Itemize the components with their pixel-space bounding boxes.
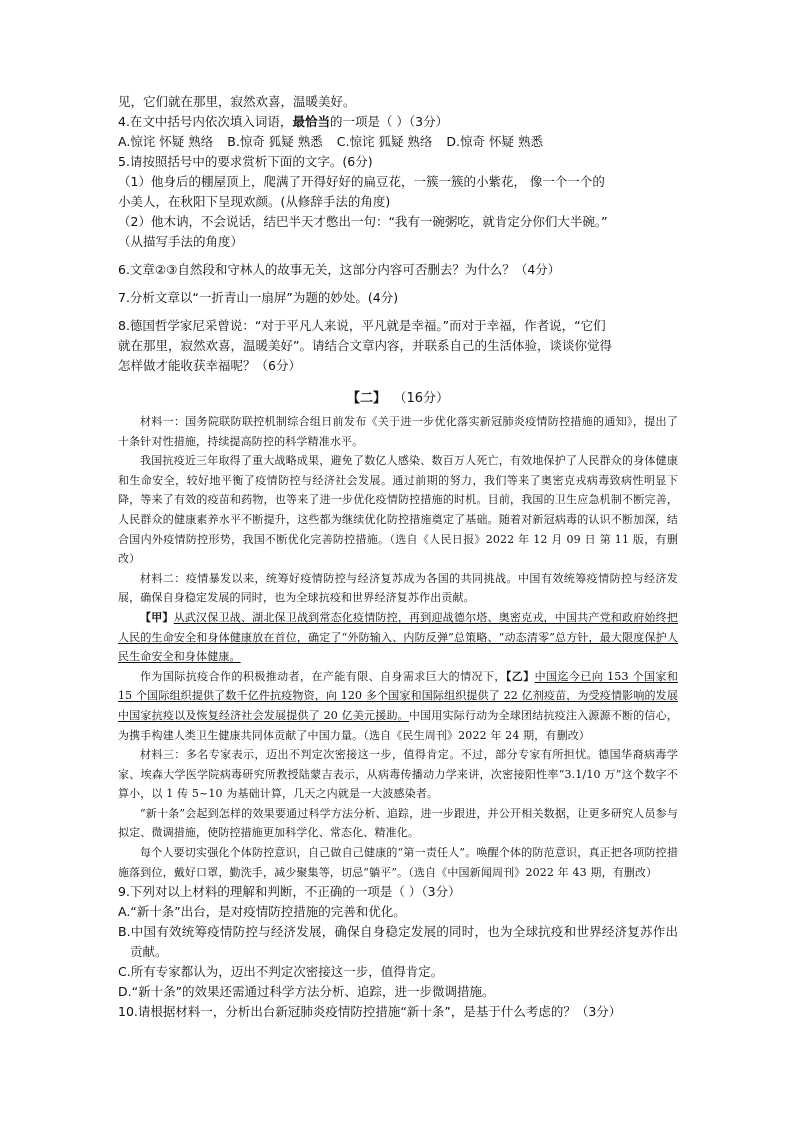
question-4: 4.在文中括号内依次填入词语，最恰当的一项是（ ）（3分） — [118, 114, 449, 129]
material-2-para-1: 材料二：疫情暴发以来，统筹好疫情防控与经济复苏成为各国的共同挑战。中国有效统筹疫情防控与经济发展，确保自身稳定发展的同时，也为全球抗疫和世界经济复苏作出贡献。 — [118, 571, 678, 605]
question-9-option-a: A.“新十条”出台，是对疫情防控措施的完善和优化。 — [118, 904, 406, 920]
material-1-para-1: 材料一：国务院联防联控机制综合组日前发布《关于进一步优化落实新冠肺炎疫情防控措施的通知》，提出了十条针对性措施，持续提高防控的科学精准水平。 — [118, 415, 678, 448]
question-5: 5.请按照括号中的要求赏析下面的文字。(6分) — [118, 154, 373, 169]
question-10: 10.请根据材料一，分析出台新冠肺炎疫情防控措施“新十条”，是基于什么考虑的？（3分） — [118, 1004, 622, 1020]
option-d: D.惊奇 怀疑 熟悉 — [446, 134, 543, 149]
question-5-item-1-line-2: 小美人，在秋阳下呈现欢颜。(从修辞手法的角度) — [118, 194, 391, 209]
underlined-yi: 中国迄今已向 153 个国家和 15 个国际组织提供了数千亿件抗疫物资，向 120 多个国家和国际组织提供了 22 亿剂疫苗，为受疫情影响的发展中国家抗疫以及恢复经济社会发展提供了 20 亿美元援助。 — [118, 669, 678, 722]
material-2-para-yi: 作为国际抗疫合作的积极推动者，在产能有限、自身需求巨大的情况下，【乙】中国迄今已向 153 个国家和 15 个国际组织提供了数千亿件抗疫物资，向 120 多个国家和国际组织提供了 22 亿剂疫苗，为受疫情影响的发展中国家抗疫以及恢复经济社会发展提供了 20 亿美元援助。中国用实际行动为全球团结抗疫注入源源不断的信心，为携手构建人类卫生健康共同体贡献了中国力量。（选自《民生周刊》2022 年 24 期，有删改） — [118, 669, 678, 742]
section-heading: 【二】 （16分） — [346, 391, 450, 406]
question-5-item-1-line-1: （1）他身后的棚屋顶上，爬满了开得好好的扁豆花，一簇一簇的小紫花， 像一个一个的 — [118, 174, 605, 189]
passage-ending: 见，它们就在那里，寂然欢喜，温暖美好。 — [118, 94, 356, 109]
question-8-line-3: 怎样做才能收获幸福呢？（6分） — [118, 358, 301, 373]
option-b: B.惊奇 狐疑 熟悉 — [227, 134, 323, 149]
question-9-option-d: D.“新十条”的效果还需通过科学方法分析、追踪，进一步微调措施。 — [118, 984, 495, 1000]
question-7: 7.分析文章以“一折青山一扇屏”为题的妙处。(4分) — [118, 290, 399, 305]
material-1-para-2: 我国抗疫近三年取得了重大战略成果，避免了数亿人感染、数百万人死亡，有效地保护了人民群众的身体健康和生命安全，较好地平衡了疫情防控与经济社会发展。通过前期的努力，我们等来了奥密克戎病毒致病性明显下降，等来了有效的疫苗和药物，也等来了进一步优化疫情防控措施的时机。目前，我国的卫生应急机制不断完善，人民群众的健康素养水平不断提升，这些都为继续优化防控措施奠定了基础。随着对新冠病毒的认识不断加深，结合国内外疫情防控形势，我国不断优化完善防控措施。（选自《人民日报》2022 年 12 月 09 日 第 11 版，有删改） — [118, 454, 678, 566]
question-8-line-2: 就在那里，寂然欢喜，温暖美好”。请结合文章内容，并联系自己的生活体验，谈谈你觉得 — [118, 338, 612, 353]
underlined-jia: 从武汉保卫战、湖北保卫战到常态化疫情防控，再到迎战德尔塔、奥密克戎，中国共产党和政府始终把人民的生命安全和身体健康放在首位，确定了“外防输入、内防反弹”总策略、“动态清零”总方针，最大限度保护人民生命安全和身体健康。 — [118, 610, 679, 664]
option-c: C.惊诧 狐疑 熟络 — [336, 134, 433, 149]
material-2-para-jia — [118, 608, 678, 667]
marker-jia: 【甲】 — [140, 610, 174, 624]
material-3-para-3: 每个人要切实强化个体防控意识，自己做自己健康的“第一责任人”。唤醒个体的防范意识，真正把各项防控措施落到位，戴好口罩，勤洗手，减少聚集等，切忌“躺平”。（选自《中国新闻周刊》2022 年 43 期，有删改） — [118, 846, 678, 879]
question-9-option-c: C.所有专家都认为，迈出不判定次密接这一步，值得肯定。 — [118, 964, 444, 980]
question-9-option-b: B.中国有效统筹疫情防控与经济发展，确保自身稳定发展的同时，也为全球抗疫和世界经济复苏作出贡献。 — [118, 924, 678, 960]
exam-page — [118, 92, 678, 1022]
material-3-para-1: 材料三：多名专家表示，迈出不判定次密接这一步，值得肯定。不过，部分专家有所担忧。德国华裔病毒学家、埃森大学医学院病毒研究所教授陆蒙吉表示，从病毒传播动力学来讲，次密接阳性率“3.1/10 万”这个数字不算小，以 1 传 5~10 为基础计算，几天之内就是一大波感染者。 — [118, 748, 678, 801]
option-a: A.惊诧 怀疑 熟络 — [118, 134, 214, 149]
question-8-line-1: 8.德国哲学家尼采曾说：“对于平凡人来说，平凡就是幸福。”而对于幸福，作者说，“它们 — [118, 318, 606, 333]
question-6: 6.文章②③自然段和守林人的故事无关，这部分内容可否删去？为什么？（4分） — [118, 262, 561, 277]
marker-yi: 【乙】 — [505, 669, 535, 683]
question-5-item-2-line-1: （2）他木讷，不会说话，结巴半天才憋出一句：“我有一碗粥吃，就肯定分你们大半碗。” — [118, 214, 608, 229]
material-3-para-2: “新十条”会起到怎样的效果要通过科学方法分析、追踪，进一步跟进，并公开相关数据，让更多研究人员参与拟定、微调措施，使防控措施更加科学化、常态化、精准化。 — [118, 806, 678, 840]
question-4-options — [118, 132, 678, 152]
question-9: 9.下列对以上材料的理解和判断，不正确的一项是（ ）（3分） — [118, 884, 461, 900]
question-5-item-2-line-2: （从描写手法的角度） — [118, 234, 244, 249]
